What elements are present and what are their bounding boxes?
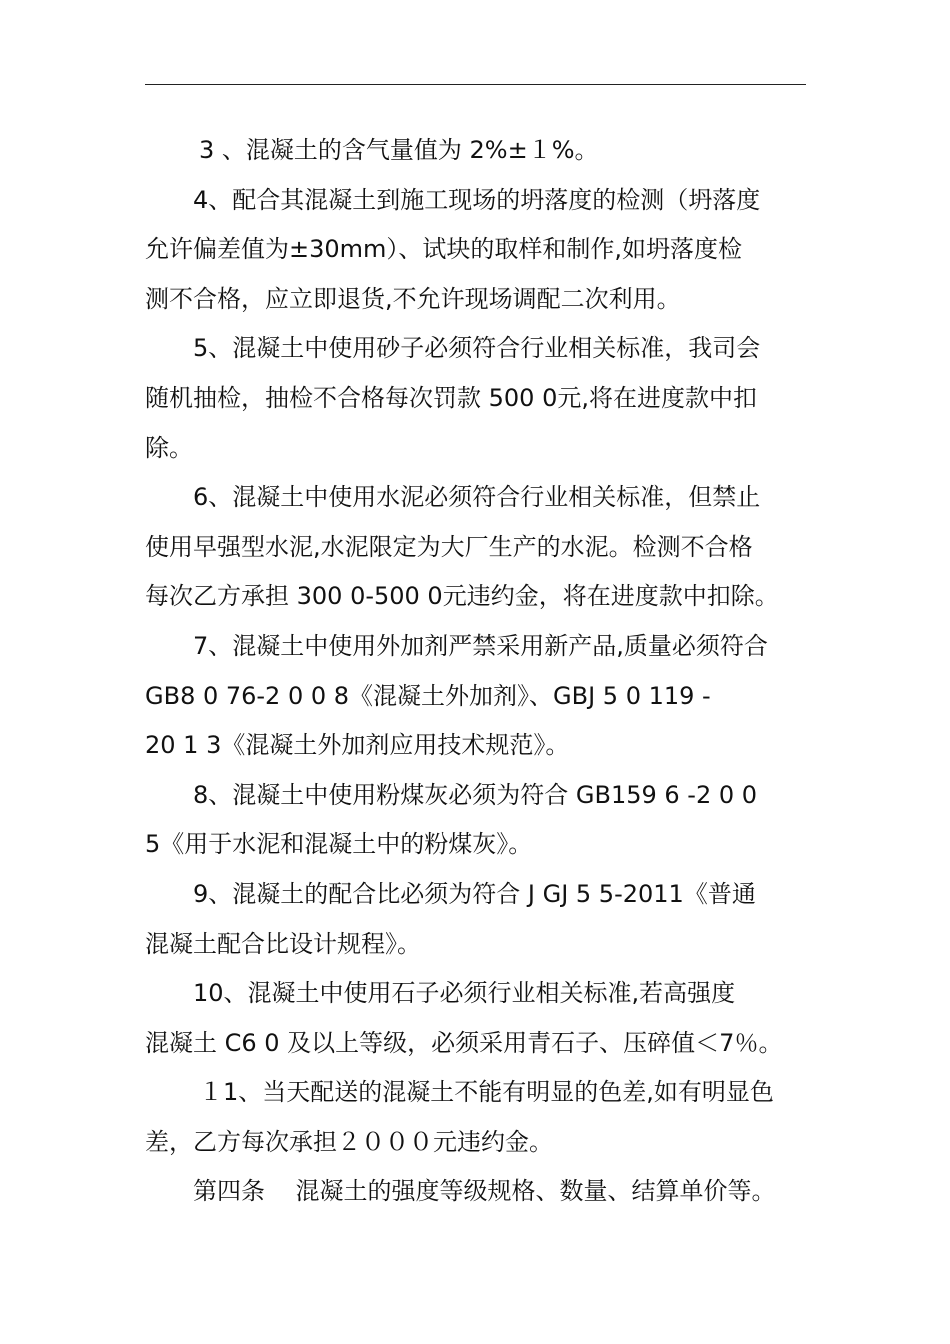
- clause-11-line-2: 差，乙方每次承担２０００元违约金。: [145, 1127, 553, 1156]
- clause-11-line-1: １1、当天配送的混凝土不能有明显的色差,如有明显色: [199, 1078, 774, 1107]
- clause-5-line-3: 除。: [145, 433, 193, 462]
- header-rule: [145, 84, 806, 85]
- clause-6-line-3: 每次乙方承担 300 0-500 0元违约金，将在进度款中扣除。: [145, 582, 779, 611]
- clause-7-line-1: 7、混凝土中使用外加剂严禁采用新产品,质量必须符合: [193, 631, 768, 660]
- clause-4-line-1: 4、配合其混凝土到施工现场的坍落度的检测（坍落度: [193, 185, 761, 214]
- clause-4-line-2: 允许偏差值为±30mm）、试块的取样和制作,如坍落度检: [145, 235, 743, 264]
- clause-5-line-2: 随机抽检，抽检不合格每次罚款 500 0元,将在进度款中扣: [145, 383, 757, 412]
- clause-4-line-3: 测不合格，应立即退货,不允许现场调配二次利用。: [145, 284, 681, 313]
- clause-10-line-1: 10、混凝土中使用石子必须行业相关标准,若高强度: [193, 979, 736, 1008]
- clause-9-line-1: 9、混凝土的配合比必须为符合 J GJ 5 5-2011《普通: [193, 879, 756, 908]
- clause-5-line-1: 5、混凝土中使用砂子必须符合行业相关标准，我司会: [193, 334, 761, 363]
- article-4-heading: 第四条 混凝土的强度等级规格、数量、结算单价等。: [193, 1177, 776, 1206]
- clause-3-line-1: 3 、混凝土的含气量值为 2%±１%。: [199, 136, 599, 164]
- clause-6-line-2: 使用早强型水泥,水泥限定为大厂生产的水泥。检测不合格: [145, 532, 753, 561]
- clause-8-line-1: 8、混凝土中使用粉煤灰必须为符合 GB159 6 -2 0 0: [193, 780, 758, 809]
- clause-7-line-3: 20 1 3《混凝土外加剂应用技术规范》。: [145, 731, 570, 760]
- clause-9-line-2: 混凝土配合比设计规程》。: [145, 929, 421, 958]
- clause-6-line-1: 6、混凝土中使用水泥必须符合行业相关标准，但禁止: [193, 483, 761, 512]
- clause-10-line-2: 混凝土 C6 0 及以上等级，必须采用青石子、压碎值＜7％。: [145, 1028, 783, 1057]
- clause-8-line-2: 5《用于水泥和混凝土中的粉煤灰》。: [145, 830, 533, 859]
- clause-7-line-2: GB8 0 76-2 0 0 8《混凝土外加剂》、GBJ 5 0 119 -: [145, 681, 711, 710]
- document-body: [145, 126, 815, 1217]
